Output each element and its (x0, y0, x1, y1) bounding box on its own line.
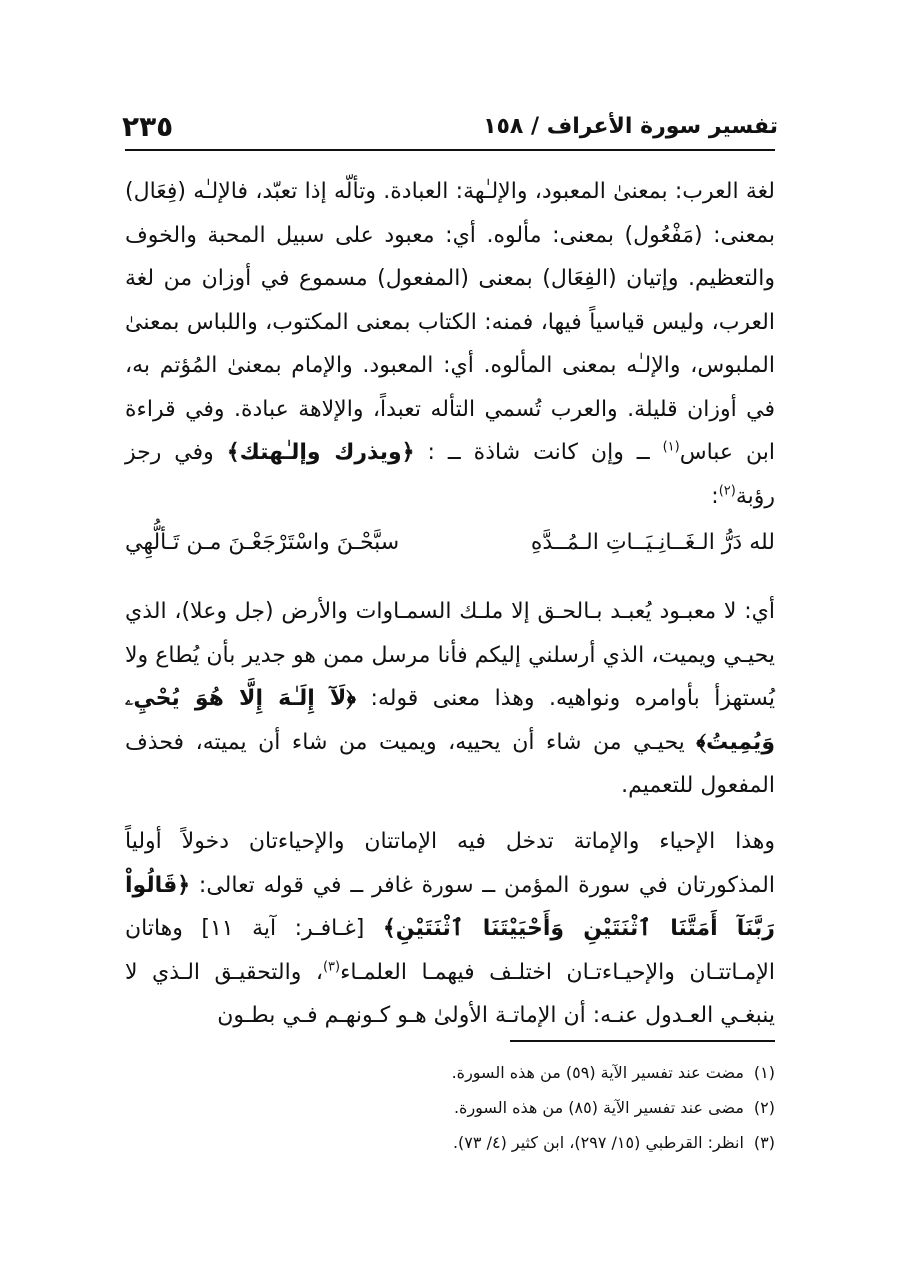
page-number: ٢٣٥ (122, 110, 174, 143)
footnotes (125, 1055, 775, 1160)
paragraph-3-text-b: [غـافـر: آية ١١] وهاتان الإمـاتتـان والإحيـاءتـان اختلـف فيهمـا العلمـاء (125, 916, 776, 985)
footnote-1 (125, 1055, 775, 1090)
verse-second-hemistich: سبَّحْـنَ واسْتَرْجَعْـنَ مـن تَـألُّهِي (125, 530, 400, 555)
footnote-2 (125, 1090, 775, 1125)
footnote-ref-1: (١) (662, 439, 680, 455)
paragraph-1-text-c: وفي رجز رؤبة (125, 440, 775, 509)
running-title: تفسير سورة الأعراف / ١٥٨ (483, 114, 778, 139)
footnote-3-text: انظر: القرطبي (١٥/ ٢٩٧)، ابن كثير (٤/ ٧٣). (452, 1133, 744, 1152)
paragraph-1-text-d: : (711, 483, 719, 509)
quran-quote-2: ﴿لَآ إِلَـٰهَ إِلَّا هُوَ يُحْيِۦ وَيُمِيتُ﴾ (125, 686, 775, 755)
paragraph-2-text-b: يحيـي من شاء أن يحييه، ويميت من شاء أن يميته، فحذف المفعول للتعميم. (125, 729, 775, 798)
paragraph-2 (125, 590, 775, 808)
poetry-verse (125, 520, 775, 572)
paragraph-3-text-a: وهذا الإحياء والإماتة تدخل فيه الإماتتان والإحياءتان دخولاً أولياً المذكورتان في سورة المؤمن ــ سورة غافر ــ في قوله تعالى: (125, 829, 775, 898)
paragraph-3 (125, 820, 775, 1038)
paragraph-1-text-b: ــ وإن كانت شاذة ــ : (414, 440, 663, 465)
footnote-ref-2: (٢) (718, 483, 736, 499)
paragraph-1-text-a: لغة العرب: بمعنىٰ المعبود، والإلـٰهة: العبادة. وتألّه إذا تعبّد، فالإلـٰه (فِعَال) بمعنى: (مَفْعُول) بمعنى: مألوه. أي: معبود على سبيل المحبة والخوف والتعظيم. وإتيان (الفِعَال) بمعنى (المفعول) مسموع في أوزان من لغة العرب، وليس قياسياً فيها، فمنه: الكتاب بمعنى المكتوب، واللباس بمعنىٰ الملبوس، والإلـٰه بمعنى المألوه. أي: المعبود. والإمام بمعنىٰ المُؤتم به، في أوزان قليلة. والعرب تُسمي التأله تعبداً، والإلاهة عبادة. وفي قراءة ابن عباس (125, 179, 775, 465)
footnote-2-text: مضى عند تفسير الآية (٨٥) من هذه السورة. (453, 1098, 744, 1117)
paragraph-2-text-a: أي: لا معبـود يُعبـد بـالحـق إلا ملـك السمـاوات والأرض (جل وعلا)، الذي يحيـي ويميت، الذي أرسلني إليكم فأنا مرسل ممن هو جدير بأن يُطاع ولا يُستهزأ بأوامره ونواهيه. وهذا معنى قوله: (125, 599, 775, 711)
footnote-2-number: (٢) (753, 1098, 775, 1117)
footnote-ref-3: (٣) (322, 959, 341, 975)
footnote-1-text: مضت عند تفسير الآية (٥٩) من هذه السورة. (451, 1063, 744, 1082)
footnote-3-number: (٣) (753, 1133, 775, 1152)
footnote-rule (510, 1040, 775, 1042)
footnote-1-number: (١) (753, 1063, 775, 1082)
header-rule (125, 149, 775, 151)
page-header (122, 108, 778, 148)
paragraph-1 (125, 170, 775, 518)
footnote-3 (125, 1125, 775, 1160)
quran-quote-3: ﴿قَالُواْ رَبَّنَآ أَمَتَّنَا ٱثْنَتَيْنِ وَأَحْيَيْتَنَا ٱثْنَتَيْنِ﴾ (125, 872, 775, 941)
verse-first-hemistich: لله دَرُّ الـغَــانِـيَــاتِ الـمُــدَّهِ (530, 530, 775, 555)
paragraph-3-text-c: ، والتحقيـق الـذي لا ينبغـي العـدول عنـه: أن الإماتـة الأولىٰ هـو كـونهـم فـي بطـون (125, 959, 775, 1028)
quran-quote-1: ﴿ويذرك وإلـٰهتك﴾ (226, 440, 415, 465)
